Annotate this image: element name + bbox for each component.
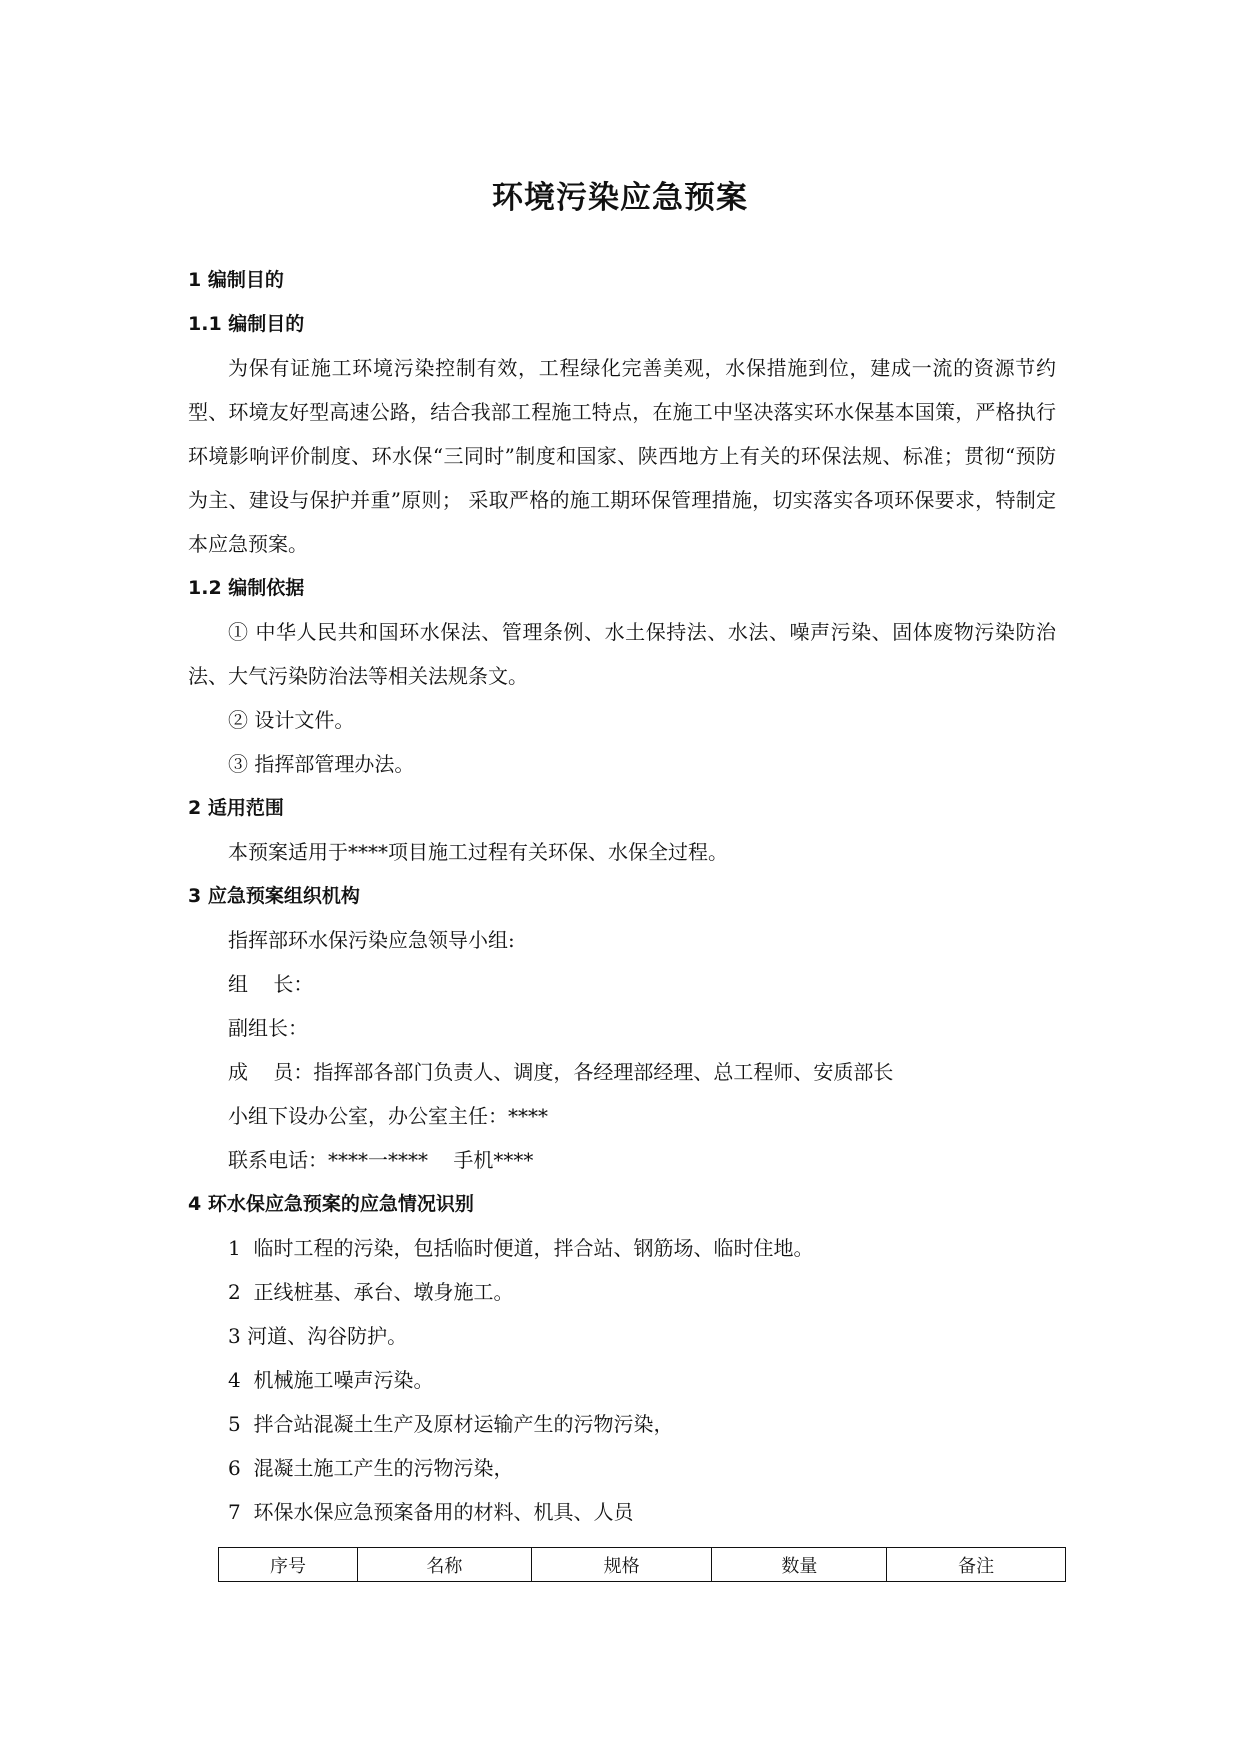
section-1-2-heading: 1.2 编制依据 [188, 577, 305, 599]
document-body [188, 258, 1056, 1534]
org-line: 指挥部环水保污染应急领导小组: [228, 928, 515, 952]
basis-item: ① 中华人民共和国环水保法、管理条例、水土保持法、水法、噪声污染、固体废物污染防治法、大气污染防治法等相关法规条文。 [188, 620, 1056, 688]
section-2-paragraph: 本预案适用于****项目施工过程有关环保、水保全过程。 [228, 840, 728, 864]
document-title: 环境污染应急预案 [492, 180, 748, 216]
situation-item: 1 临时工程的污染，包括临时便道，拌合站、钢筋场、临时住地。 [228, 1236, 814, 1260]
basis-item: ③ 指挥部管理办法。 [228, 752, 415, 776]
table-header-row [219, 1548, 1066, 1582]
org-line: 联系电话：****一**** 手机**** [228, 1148, 534, 1172]
table-header-cell: 序号 [219, 1548, 358, 1582]
table-header-cell: 备注 [887, 1548, 1066, 1582]
org-line: 小组下设办公室，办公室主任：**** [228, 1104, 548, 1128]
org-line: 副组长： [228, 1016, 308, 1040]
section-1-1-heading: 1.1 编制目的 [188, 313, 305, 335]
situation-item: 5 拌合站混凝土生产及原材运输产生的污物污染， [228, 1412, 674, 1436]
org-line: 组 长： [228, 972, 314, 996]
section-1-1-paragraph: 为保有证施工环境污染控制有效，工程绿化完善美观，水保措施到位，建成一流的资源节约型、环境友好型高速公路，结合我部工程施工特点，在施工中坚决落实环水保基本国策，严格执行环境影响评价制度、环水保“三同时”制度和国家、陕西地方上有关的环保法规、标准；贯彻“预防为主、建设与保护并重”原则； 采取严格的施工期环保管理措施，切实落实各项环保要求，特制定本应急预案。 [188, 356, 1056, 556]
table-header-cell: 名称 [358, 1548, 532, 1582]
table-header-cell: 规格 [531, 1548, 712, 1582]
section-4-heading: 4 环水保应急预案的应急情况识别 [188, 1193, 474, 1215]
section-1-heading: 1 编制目的 [188, 269, 284, 291]
situation-item: 3 河道、沟谷防护。 [228, 1324, 408, 1348]
org-line: 成 员：指挥部各部门负责人、调度，各经理部经理、总工程师、安质部长 [228, 1060, 894, 1084]
situation-item: 4 机械施工噪声污染。 [228, 1368, 434, 1392]
situation-item: 7 环保水保应急预案备用的材料、机具、人员 [228, 1500, 634, 1524]
section-3-heading: 3 应急预案组织机构 [188, 885, 360, 907]
section-2-heading: 2 适用范围 [188, 797, 284, 819]
basis-item: ② 设计文件。 [228, 708, 355, 732]
situation-item: 2 正线桩基、承台、墩身施工。 [228, 1280, 514, 1304]
table-header-cell: 数量 [712, 1548, 887, 1582]
situation-item: 6 混凝土施工产生的污物污染， [228, 1456, 514, 1480]
materials-table [218, 1547, 1066, 1582]
